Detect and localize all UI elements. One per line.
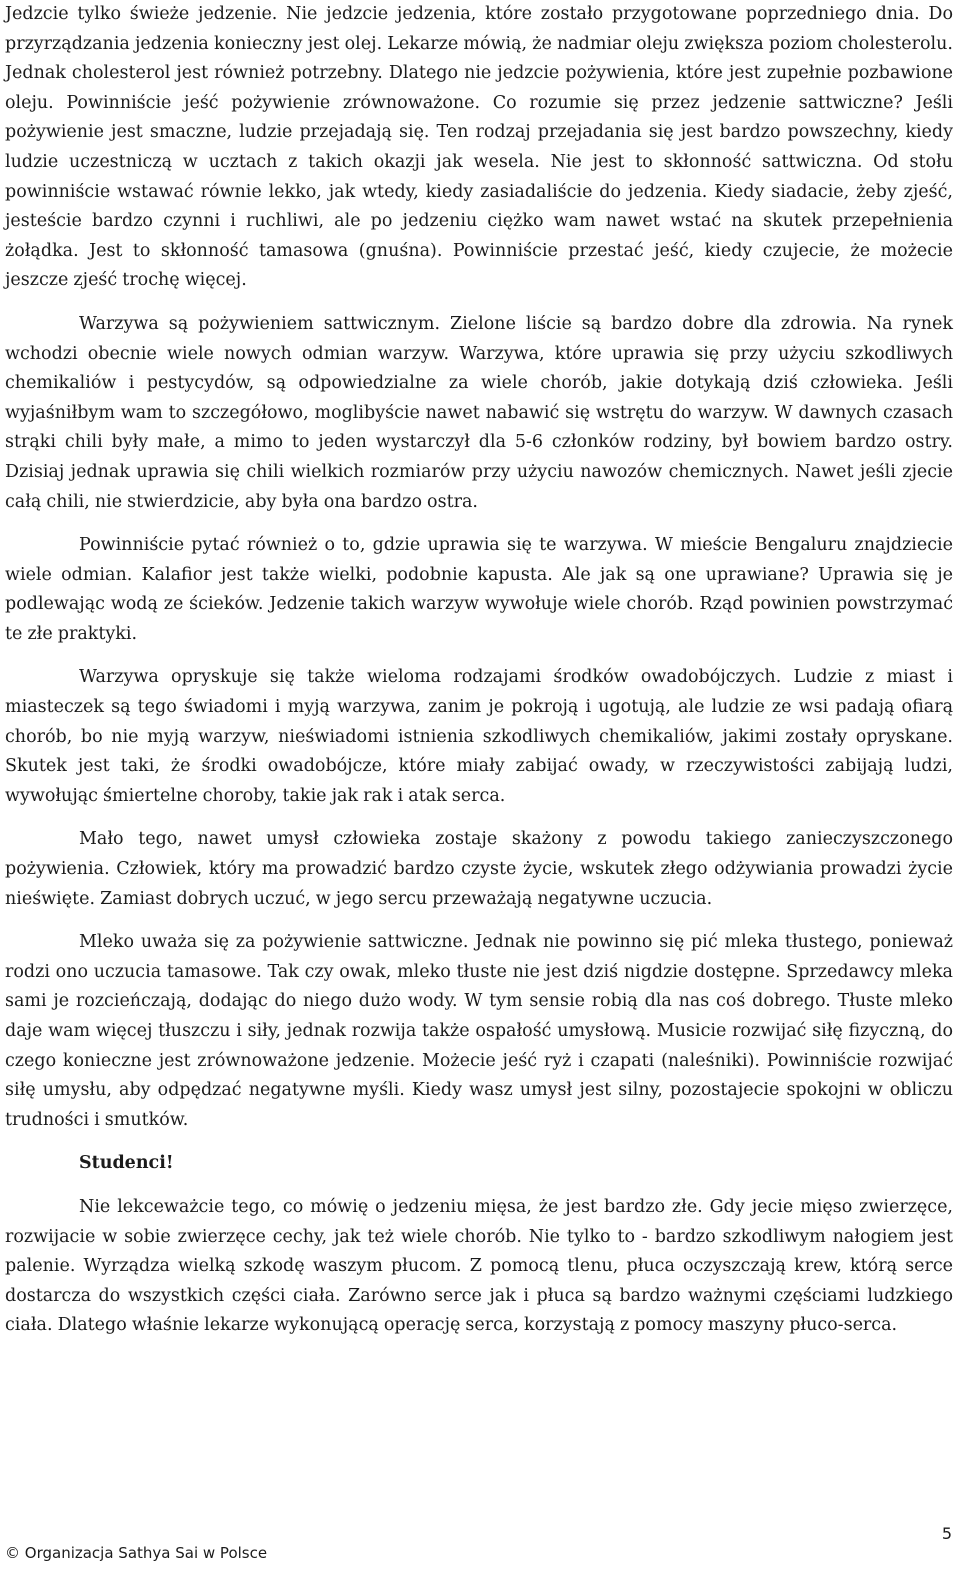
paragraph-meat-smoking: Nie lekceważcie tego, co mówię o jedzeniu mięsa, że jest bardzo złe. Gdy jecie mięso zwierzęce, rozwijacie w sobie zwierzęce cechy, jak też wiele chorób. Nie tylko to - bardzo szkodliwym nałogiem jest palenie. Wyrządza wielką szkodę waszym płucom. Z pomocą tlenu, płuca oczyszczają krew, którą serce dostarcza do wszystkich części ciała. Zarówno serce jak i płuca są bardzo ważnymi częściami ludzkiego ciała. Dlatego właśnie lekarze wykonującą operację serca, korzystają z pomocy maszyny płuco-serca. bbox=[5, 1196, 953, 1336]
footer-copyright: © Organizacja Sathya Sai w Polsce bbox=[5, 1544, 268, 1562]
page-number: 5 bbox=[941, 1524, 952, 1543]
paragraph-milk: Mleko uważa się za pożywienie sattwiczne. Jednak nie powinno się pić mleka tłustego, ponieważ rodzi ono uczucia tamasowe. Tak czy owak, mleko tłuste nie jest dziś nigdzie dostępne. Sprzedawcy mleka sami je rozcieńczają, dodając do niego dużo wody. W tym sensie robią dla nas coś dobrego. Tłuste mleko daje wam więcej tłuszczu i siły, jednak rozwija także ospałość umysłową. Musicie rozwijać siłę fizyczną, do czego konieczne jest zrównoważone jedzenie. Możecie jeść ryż i czapati (naleśniki). Powinniście rozwijać siłę umysłu, aby odpędzać negatywne myśli. Kiedy wasz umysł jest silny, pozostajecie spokojni w obliczu trudności i smutków. bbox=[5, 932, 953, 1130]
paragraph-vegetable-sources: Powinniście pytać również o to, gdzie uprawia się te warzywa. W mieście Bengaluru znajdziecie wiele odmian. Kalafior jest także wielki, podobnie kapusta. Ale jak są one uprawiane? Uprawia się je podlewając wodą ze ścieków. Jedzenie takich warzyw wywołuje wiele chorób. Rząd powinien powstrzymać te złe praktyki. bbox=[5, 535, 953, 644]
paragraph-vegetables: Warzywa są pożywieniem sattwicznym. Zielone liście są bardzo dobre dla zdrowia. Na rynek wchodzi obecnie wiele nowych odmian warzyw. Warzywa, które uprawia się przy użyciu szkodliwych chemikaliów i pestycydów, są odpowiedzialne za wiele chorób, jakie dotykają dziś człowieka. Jeśli wyjaśniłbym wam to szczegółowo, moglibyście nawet nabawić się wstrętu do warzyw. W dawnych czasach strąki chili były małe, a mimo to jeden wystarczył dla 5-6 członków rodziny, był bowiem bardzo ostry. Dzisiaj jednak uprawia się chili wielkich rozmiarów przy użyciu nawozów chemicznych. Nawet jeśli zjecie całą chili, nie stwierdzicie, aby była ona bardzo ostra. bbox=[5, 313, 953, 512]
section-heading: Studenci! bbox=[79, 1153, 174, 1174]
document-page bbox=[5, 0, 953, 1341]
paragraph-diet-balance: Jedzcie tylko świeże jedzenie. Nie jedzcie jedzenia, które zostało przygotowane poprzedniego dnia. Do przyrządzania jedzenia konieczny jest olej. Lekarze mówią, że nadmiar oleju zwiększa poziom cholesterolu. Jednak cholesterol jest również potrzebny. Dlatego nie jedzcie pożywienia, które jest zupełnie pozbawione oleju. Powinniście jeść pożywienie zrównoważone. Co rozumie się przez jedzenie sattwiczne? Jeśli pożywienie jest smaczne, ludzie przejadają się. Ten rodzaj przejadania się jest bardzo powszechny, kiedy ludzie uczestniczą w ucztach z takich okazji jak wesela. Nie jest to skłonność sattwiczna. Od stołu powinniście wstawać równie lekko, jak wtedy, kiedy zasiadaliście do jedzenia. Kiedy siadacie, żeby zjeść, jesteście bardzo czynni i ruchliwi, ale po jedzeniu ciężko wam nawet wstać na skutek przepełnienia żołądka. Jest to skłonność tamasowa (gnuśna). Powinniście przestać jeść, kiedy czujecie, że możecie jeszcze zjeść trochę więcej. bbox=[5, 4, 953, 291]
paragraph-pesticides: Warzywa opryskuje się także wieloma rodzajami środków owadobójczych. Ludzie z miast i miasteczek są tego świadomi i myją warzywa, zanim je pokroją i ugotują, ale ludzie ze wsi padają ofiarą chorób, bo nie myją warzyw, nieświadomi istnienia szkodliwych chemikaliów, jakimi zostały opryskane. Skutek jest taki, że środki owadobójcze, które miały zabijać owady, w rzeczywistości zabijają ludzi, wywołując śmiertelne choroby, takie jak rak i atak serca. bbox=[5, 667, 953, 806]
paragraph-mind-pollution: Mało tego, nawet umysł człowieka zostaje skażony z powodu takiego zanieczyszczonego pożywienia. Człowiek, który ma prowadzić bardzo czyste życie, wskutek złego odżywiania prowadzi życie nieświęte. Zamiast dobrych uczuć, w jego sercu przeważają negatywne uczucia. bbox=[5, 829, 953, 909]
